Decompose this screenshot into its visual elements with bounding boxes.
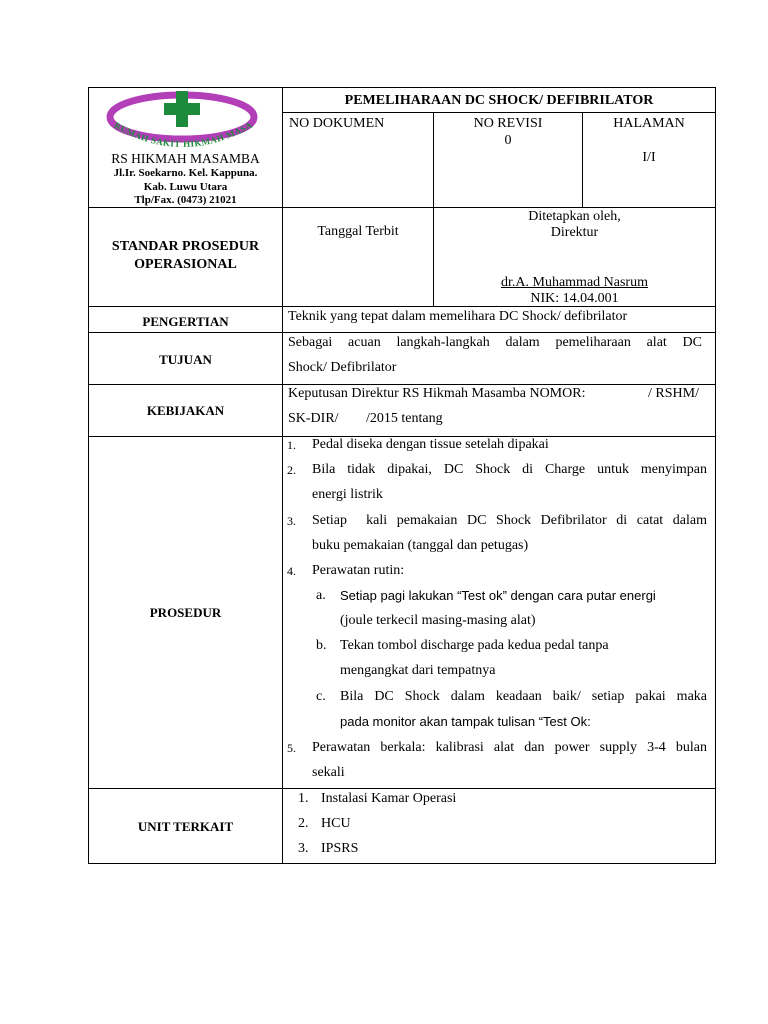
no-dokumen-label: NO DOKUMEN — [289, 116, 385, 131]
ditetapkan-label: Ditetapkan oleh, — [528, 209, 621, 224]
hospital-address-1: Jl.Ir. Soekarno. Kel. Kappuna. — [113, 167, 258, 179]
kebijakan-label: KEBIJAKAN — [146, 403, 225, 418]
tujuan-line-2: Shock/ Defibrilator — [288, 360, 397, 375]
prosedur-item-2-line-1: Bila tidak dipakai, DC Shock di Charge untuk menyimpan — [312, 462, 707, 477]
prosedur-num-4: 4. — [287, 564, 296, 578]
kebijakan-line-1b: / RSHM/ — [648, 386, 699, 401]
prosedur-sub-c-line-1: Bila DC Shock dalam keadaan baik/ setiap pakai maka — [340, 689, 707, 704]
unit-item-2: HCU — [321, 816, 351, 831]
hospital-logo-icon — [100, 89, 270, 159]
prosedur-num-5: 5. — [287, 741, 296, 755]
unit-num-1: 1. — [298, 791, 309, 806]
prosedur-sub-c-num: c. — [316, 689, 326, 704]
no-revisi-value: 0 — [504, 133, 512, 148]
unit-item-3: IPSRS — [321, 841, 359, 856]
prosedur-label: PROSEDUR — [149, 605, 222, 620]
unit-num-2: 2. — [298, 816, 309, 831]
prosedur-sub-a-line-1: Setiap pagi lakukan “Test ok” dengan cara putar energi — [340, 588, 656, 603]
logo-text: RUMAH SAKIT HIKMAH MASA — [112, 119, 255, 150]
prosedur-sub-b-line-1: Tekan tombol discharge pada kedua pedal tanpa — [340, 638, 609, 653]
halaman-label: HALAMAN — [613, 116, 685, 131]
kebijakan-line-2b: /2015 tentang — [366, 411, 443, 426]
prosedur-num-2: 2. — [287, 463, 296, 477]
kebijakan-line-2a: SK-DIR/ — [288, 411, 339, 426]
pengertian-text: Teknik yang tepat dalam memelihara DC Shock/ defibrilator — [288, 309, 628, 324]
hospital-address-2: Kab. Luwu Utara — [143, 181, 228, 193]
tanggal-terbit-cell — [282, 207, 434, 307]
tanggal-terbit-label: Tanggal Terbit — [317, 224, 399, 239]
tujuan-label: TUJUAN — [159, 352, 212, 367]
direktur-label: Direktur — [550, 225, 599, 240]
pengertian-label: PENGERTIAN — [142, 314, 229, 329]
sop-label-2: OPERASIONAL — [134, 257, 237, 272]
unit-num-3: 3. — [298, 841, 309, 856]
director-name: dr.A. Muhammad Nasrum — [501, 275, 648, 290]
prosedur-item-3-line-2: buku pemakaian (tanggal dan petugas) — [312, 538, 529, 553]
prosedur-item-1: Pedal diseka dengan tissue setelah dipakai — [312, 437, 549, 452]
prosedur-num-1: 1. — [287, 438, 296, 452]
unit-item-1: Instalasi Kamar Operasi — [321, 791, 457, 806]
prosedur-sub-b-line-2: mengangkat dari tempatnya — [340, 663, 496, 678]
prosedur-sub-a-line-2: (joule terkecil masing-masing alat) — [340, 613, 536, 628]
tujuan-line-1: Sebagai acuan langkah-langkah dalam pemeliharaan alat DC — [288, 335, 702, 350]
prosedur-item-3-line-1: Setiap kali pemakaian DC Shock Defibrilator di catat dalam — [312, 513, 707, 528]
prosedur-item-5-line-1: Perawatan berkala: kalibrasi alat dan power supply 3-4 bulan — [312, 740, 707, 755]
halaman-value: I/I — [642, 150, 656, 165]
sop-label-1: STANDAR PROSEDUR — [111, 239, 260, 254]
prosedur-num-3: 3. — [287, 514, 296, 528]
no-revisi-label: NO REVISI — [473, 116, 543, 131]
prosedur-item-5-line-2: sekali — [312, 765, 345, 780]
hospital-phone: Tlp/Fax. (0473) 21021 — [134, 194, 237, 206]
unit-terkait-label: UNIT TERKAIT — [137, 819, 234, 834]
prosedur-sub-a-num: a. — [316, 588, 326, 603]
hospital-logo — [100, 89, 270, 159]
kebijakan-line-1: Keputusan Direktur RS Hikmah Masamba NOMOR: — [288, 386, 586, 401]
prosedur-item-4: Perawatan rutin: — [312, 563, 405, 578]
director-nik: NIK: 14.04.001 — [530, 291, 619, 306]
hospital-name: RS HIKMAH MASAMBA — [111, 151, 260, 166]
prosedur-item-2-line-2: energi listrik — [312, 487, 383, 502]
prosedur-sub-b-num: b. — [316, 638, 327, 653]
document-title: PEMELIHARAAN DC SHOCK/ DEFIBRILATOR — [344, 93, 654, 108]
prosedur-sub-c-line-2: pada monitor akan tampak tulisan “Test Ok: — [340, 714, 591, 729]
